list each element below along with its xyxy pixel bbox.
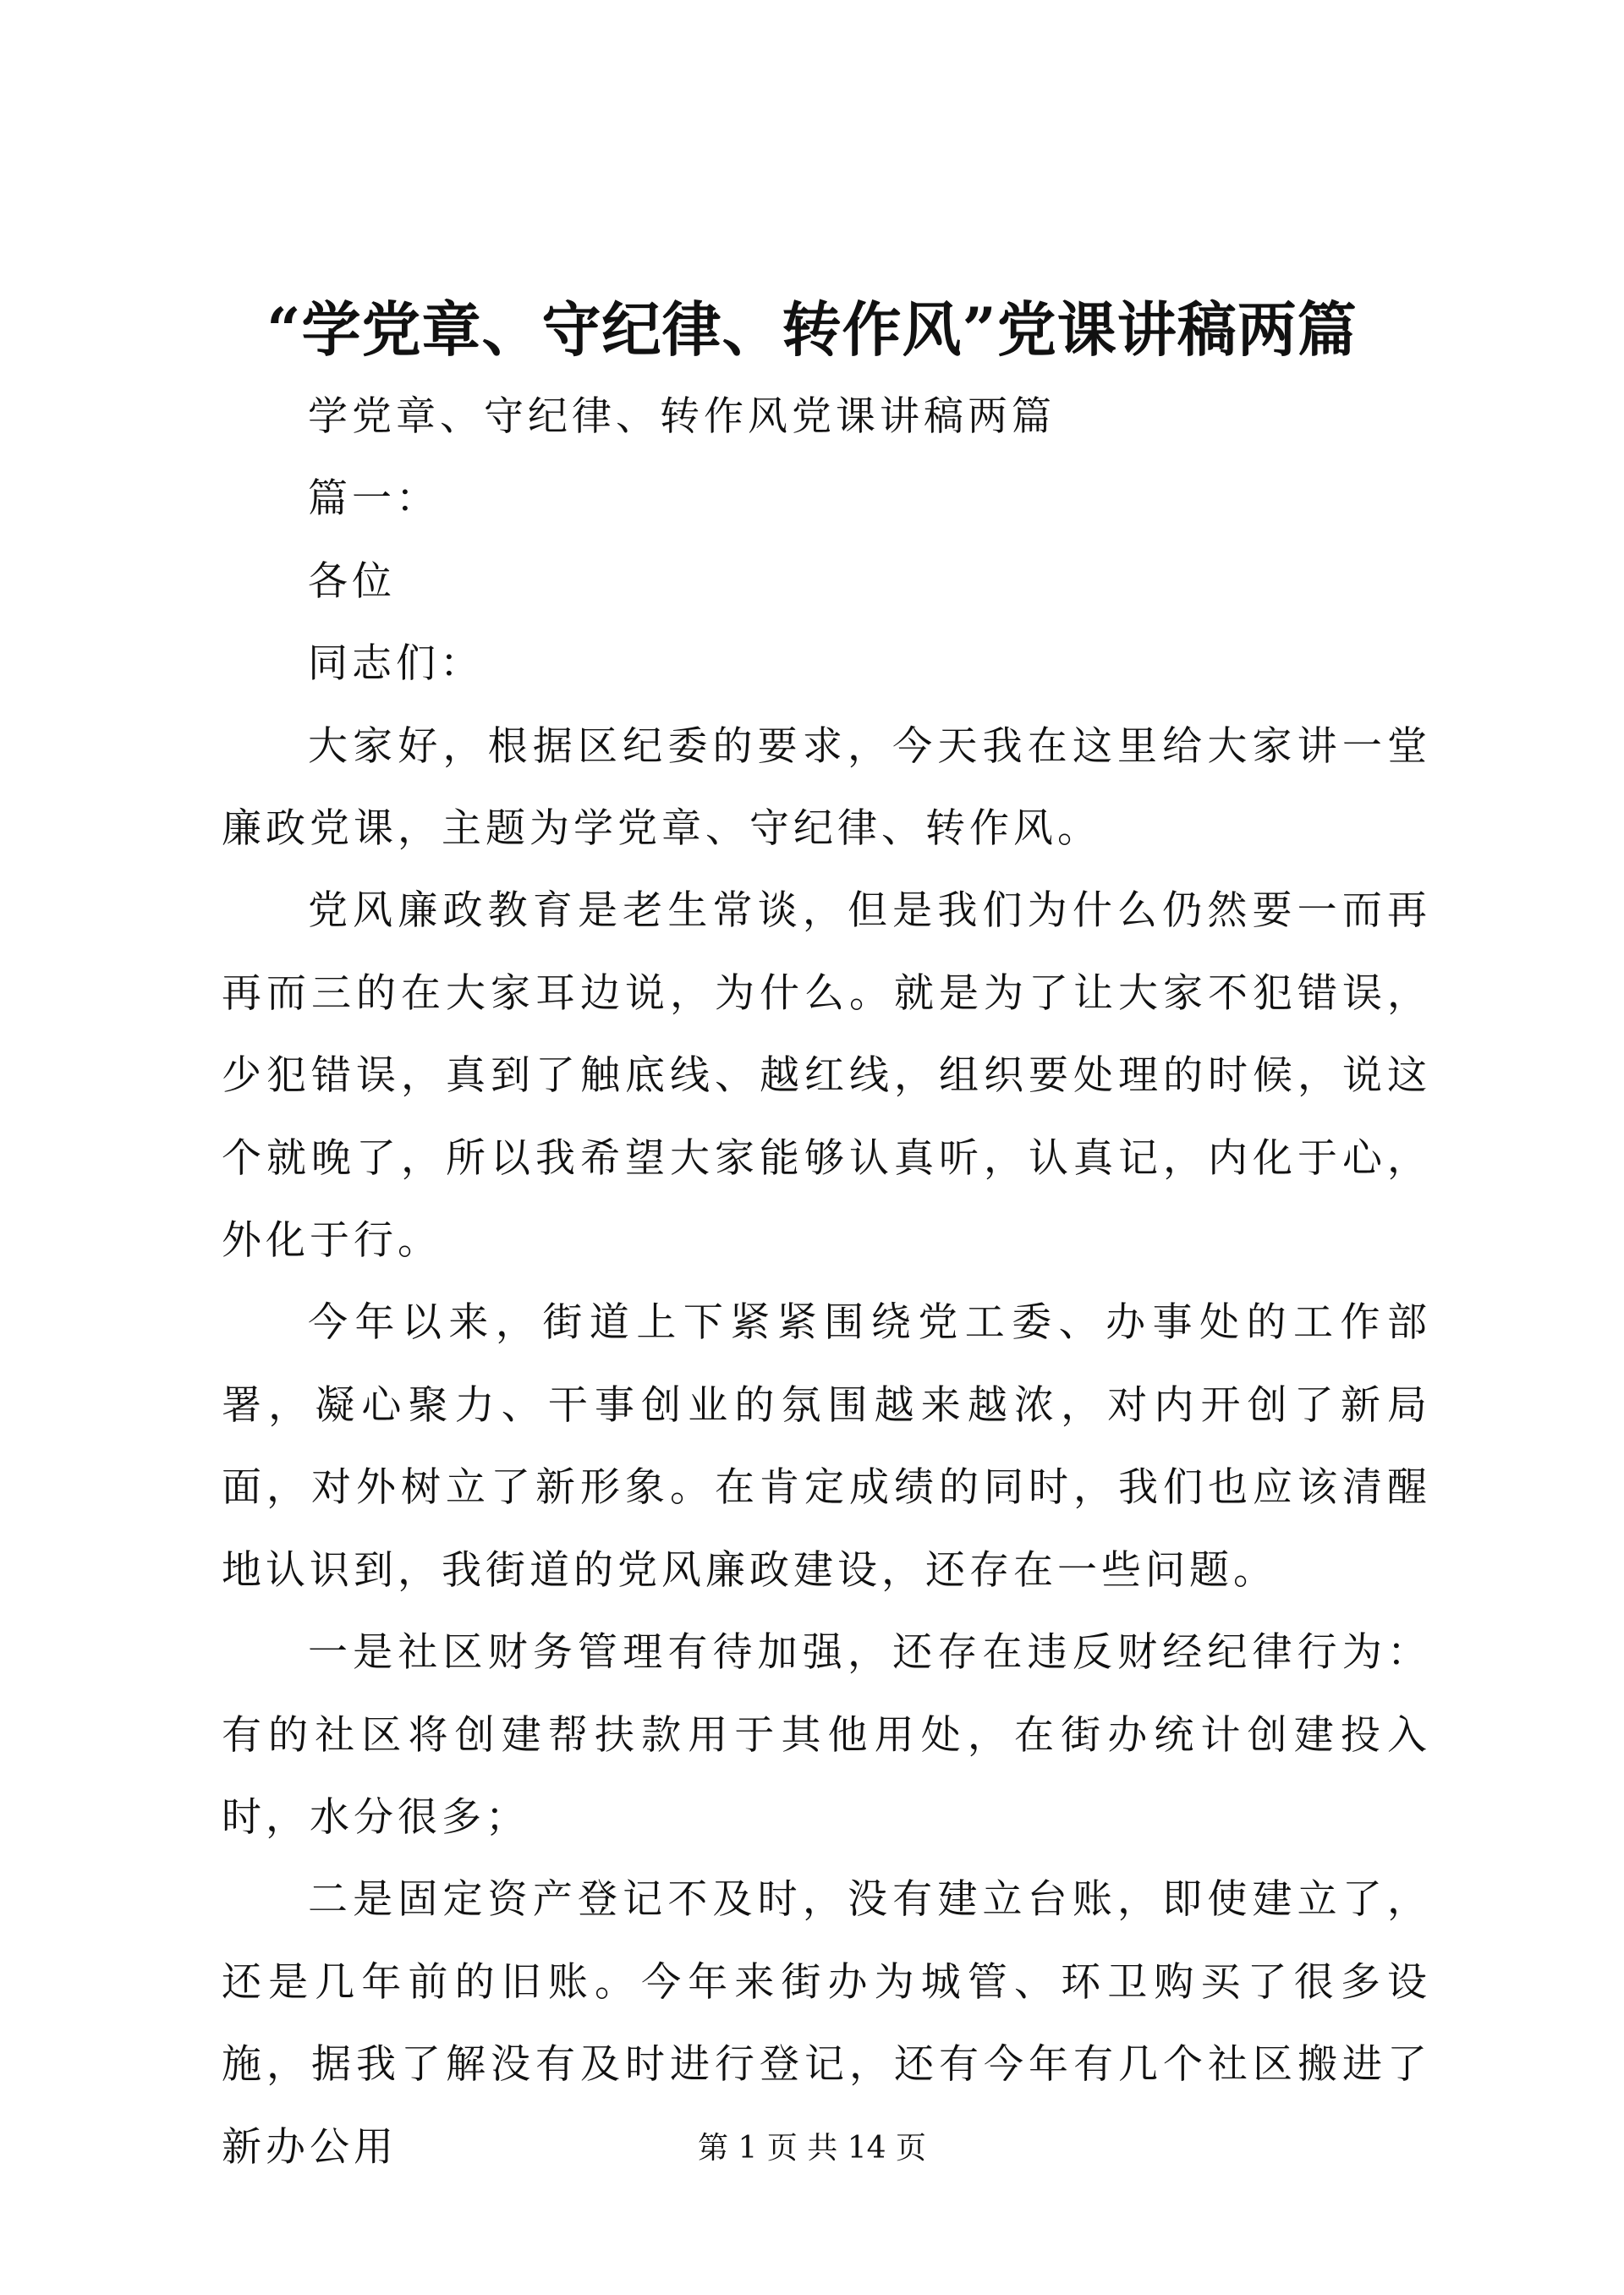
document-title: “学党章、守纪律、转作风”党课讲稿两篇 <box>266 294 1358 365</box>
paragraph-section-heading: 篇一： <box>308 475 440 523</box>
paragraph-education: 党风廉政教育是老生常谈，但是我们为什么仍然要一而再再而三的在大家耳边说，为什么。就是为了让大家不犯错误，少犯错误，真到了触底线、越红线，组织要处理的时候，说这个就晚了，所以我希望大家能够认真听，认真记，内化于心，外化于行。 <box>222 887 1431 1265</box>
document-body <box>222 376 1431 2188</box>
paragraph-greeting-1: 各位 <box>308 557 396 605</box>
paragraph-achievements: 今年以来，街道上下紧紧围绕党工委、办事处的工作部署，凝心聚力、干事创业的氛围越来越浓，对内开创了新局面，对外树立了新形象。在肯定成绩的同时，我们也应该清醒地认识到，我街道的党风廉政建设，还存在一些问题。 <box>222 1299 1431 1594</box>
paragraph-subtitle: 学党章、守纪律、转作风党课讲稿两篇 <box>308 393 1056 440</box>
paragraph-problem-1: 一是社区财务管理有待加强，还存在违反财经纪律行为：有的社区将创建帮扶款用于其他用处，在街办统计创建投入时，水分很多； <box>222 1629 1431 1841</box>
page-footer: 第 1 页 共 14 页 <box>698 2131 926 2166</box>
paragraph-problem-2: 二是固定资产登记不及时，没有建立台账，即使建立了，还是几年前的旧账。今年来街办为城管、环卫购买了很多设施，据我了解没有及时进行登记，还有今年有几个社区搬进了新办公用 <box>222 1876 1431 2171</box>
paragraph-intro: 大家好，根据区纪委的要求，今天我在这里给大家讲一堂廉政党课，主题为学党章、守纪律、转作风。 <box>222 722 1431 853</box>
paragraph-greeting-2: 同志们： <box>308 640 484 688</box>
